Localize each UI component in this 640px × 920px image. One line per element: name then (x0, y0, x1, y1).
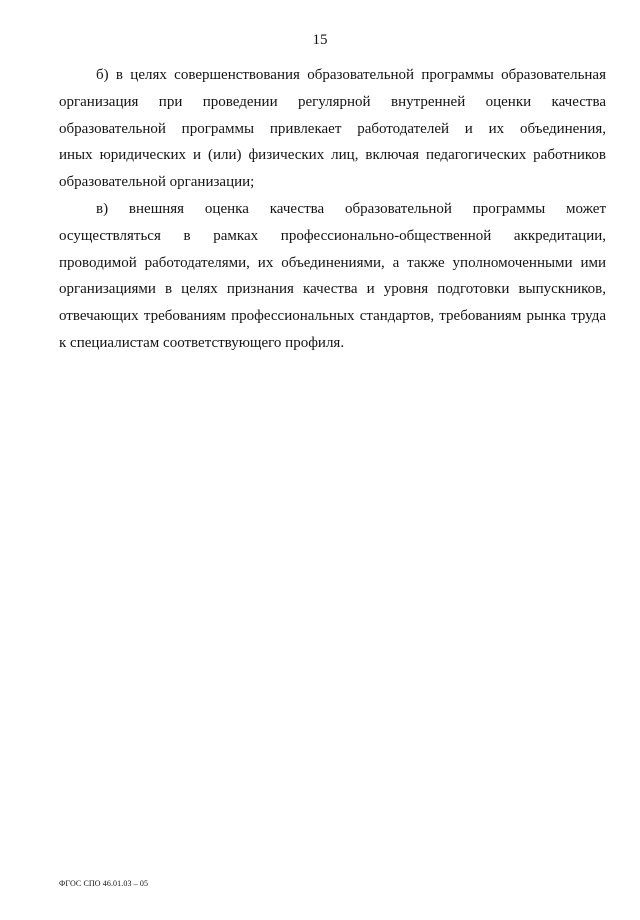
text-line: отвечающих требованиям профессиональных стандартов, требованиям рынка труда (59, 308, 606, 325)
text-line: в) внешняя оценка качества образовательной программы может (96, 200, 606, 217)
text-line: осуществляться в рамках профессионально-общественной аккредитации, (59, 227, 606, 244)
text-line: проводимой работодателями, их объединениями, а также уполномоченными ими (59, 254, 606, 271)
paragraph-v (59, 196, 606, 357)
text-line: иных юридических и (или) физических лиц, включая педагогических работников (59, 147, 606, 164)
text-line: образовательной программы привлекает работодателей и их объединения, (59, 120, 606, 137)
text-line: организация при проведении регулярной внутренней оценки качества (59, 93, 606, 110)
text-line: организациями в целях признания качества и уровня подготовки выпускников, (59, 281, 606, 298)
paragraph-b (59, 62, 606, 196)
body-text (59, 62, 606, 357)
text-line: образовательной организации; (59, 174, 255, 191)
page-number: 15 (312, 32, 328, 48)
text-line: б) в целях совершенствования образовательной программы образовательная (96, 67, 606, 83)
document-code-footer: ФГОС СПО 46.01.03 – 05 (59, 879, 149, 888)
text-line: к специалистам соответствующего профиля. (59, 334, 345, 351)
